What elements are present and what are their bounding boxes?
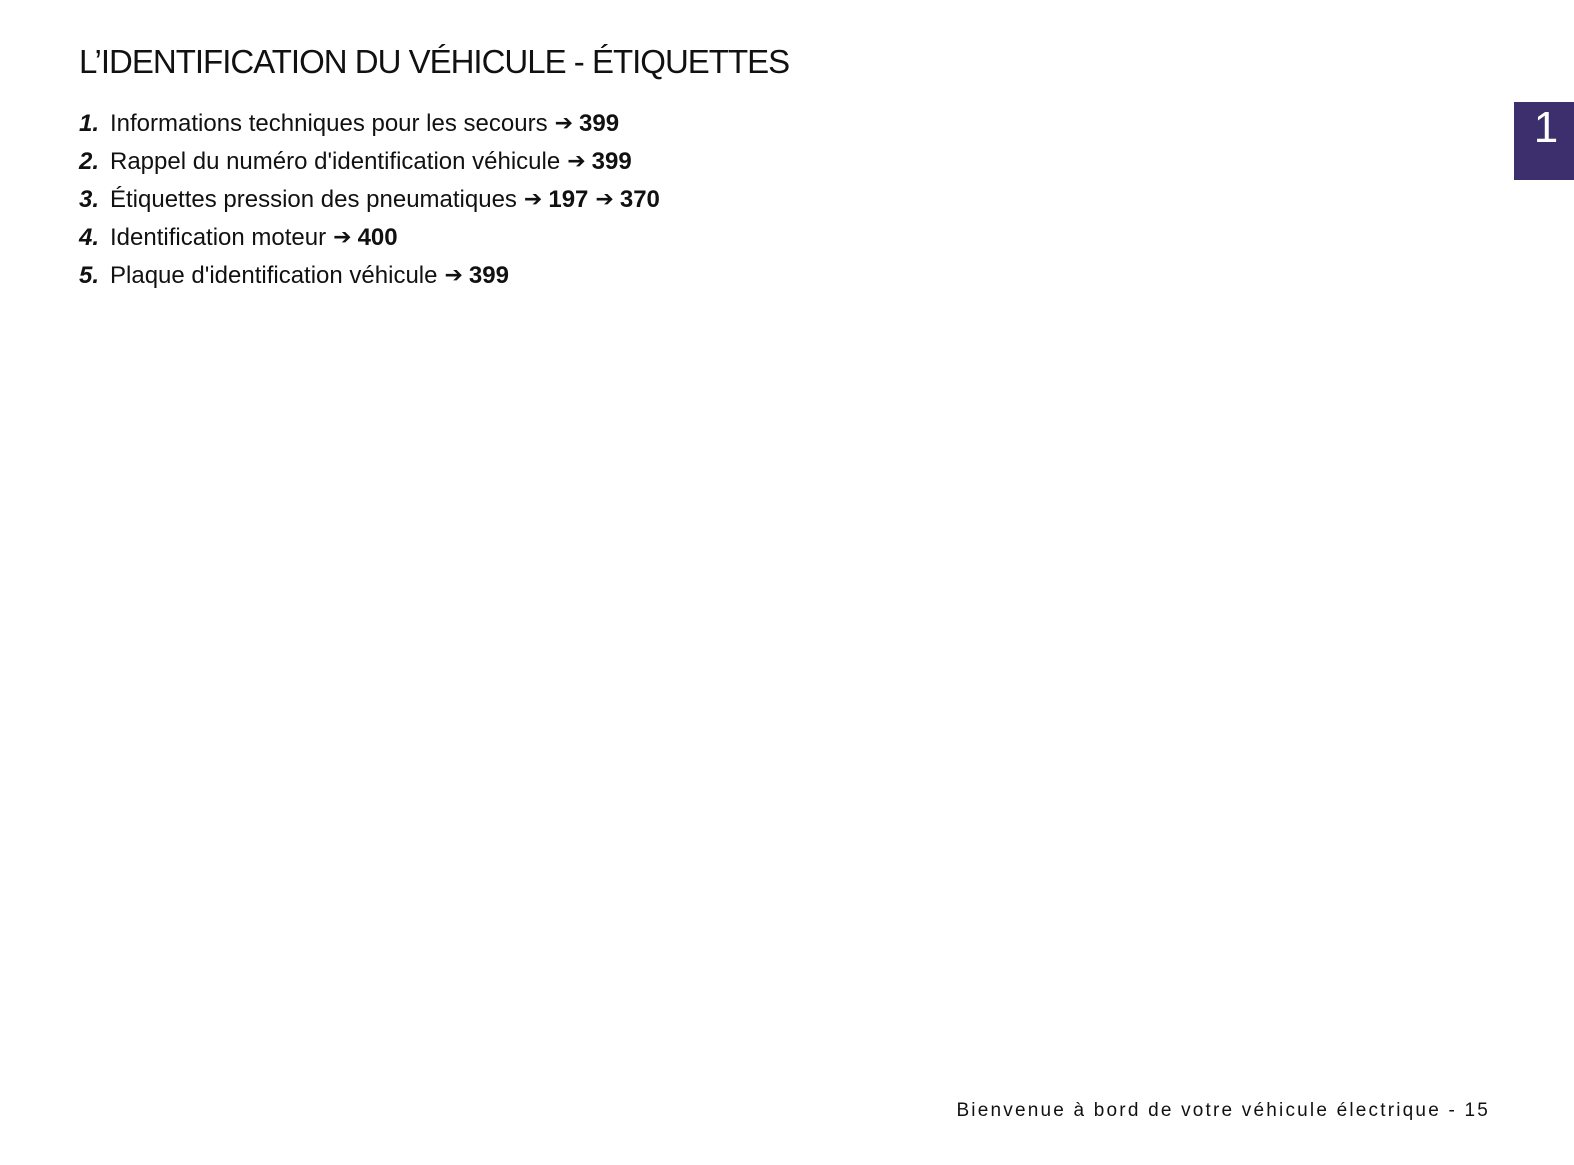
list-item — [79, 181, 660, 219]
reference-list — [79, 105, 660, 295]
list-item — [79, 219, 660, 257]
item-number: 1. — [79, 110, 100, 137]
item-label: Plaque d'identification véhicule — [110, 262, 438, 289]
item-label: Rappel du numéro d'identification véhicule — [110, 148, 561, 175]
arrow-right-icon: ➔ — [523, 186, 543, 211]
item-number: 5. — [79, 262, 100, 289]
item-label: Informations techniques pour les secours — [110, 110, 548, 137]
item-label: Étiquettes pression des pneumatiques — [110, 186, 517, 213]
page-reference[interactable]: 400 — [357, 224, 398, 251]
page-reference[interactable]: 399 — [579, 110, 620, 137]
page-title: L’IDENTIFICATION DU VÉHICULE - ÉTIQUETTES — [79, 43, 790, 80]
arrow-right-icon: ➔ — [554, 110, 574, 135]
chapter-tab: 1 — [1514, 102, 1574, 180]
page-footer: Bienvenue à bord de votre véhicule électrique - 15 — [956, 1100, 1490, 1121]
list-item — [79, 143, 660, 181]
item-number: 4. — [79, 224, 100, 251]
page-reference[interactable]: 399 — [468, 262, 509, 289]
arrow-right-icon: ➔ — [567, 148, 586, 173]
item-label: Identification moteur — [110, 224, 327, 251]
arrow-right-icon: ➔ — [333, 224, 352, 249]
list-item — [79, 257, 660, 295]
list-item — [79, 105, 660, 143]
arrow-right-icon: ➔ — [444, 262, 463, 287]
item-number: 3. — [79, 186, 100, 213]
arrow-right-icon: ➔ — [595, 186, 614, 211]
page-reference[interactable]: 370 — [619, 186, 660, 213]
page-reference[interactable]: 399 — [591, 148, 632, 175]
page-reference[interactable]: 197 — [548, 186, 589, 213]
item-number: 2. — [79, 148, 100, 175]
